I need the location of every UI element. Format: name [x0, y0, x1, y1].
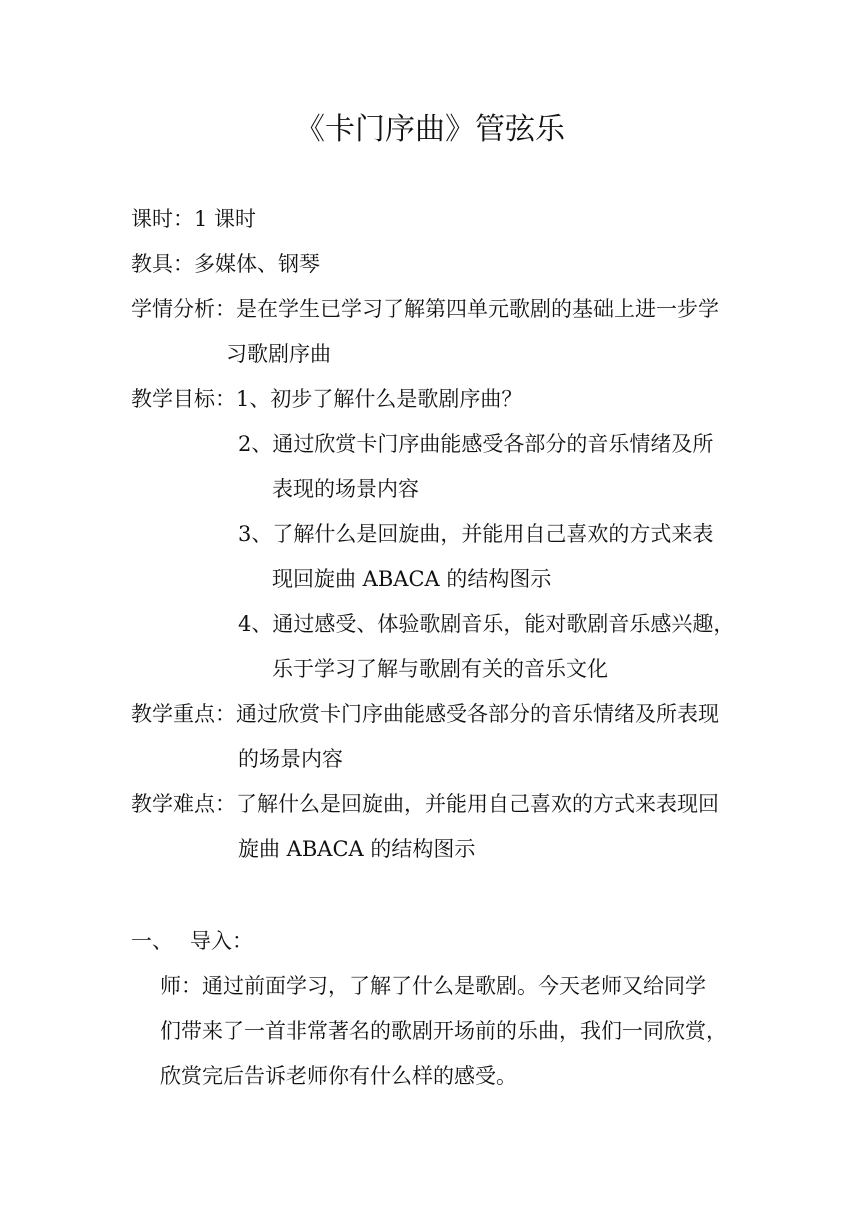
key-points: 教学重点：通过欣赏卡门序曲能感受各部分的音乐情绪及所表现	[131, 702, 719, 726]
teaching-goal-3-cont: 现回旋曲 ABACA 的结构图示	[272, 567, 552, 591]
teaching-goal-3: 3、了解什么是回旋曲，并能用自己喜欢的方式来表	[238, 522, 714, 546]
learner-analysis-cont: 习歌剧序曲	[226, 342, 331, 366]
section-number: 一、	[131, 929, 173, 953]
difficult-points: 教学难点：了解什么是回旋曲，并能用自己喜欢的方式来表现回	[131, 792, 719, 816]
difficult-points-cont: 旋曲 ABACA 的结构图示	[238, 837, 476, 861]
learner-analysis: 学情分析：是在学生已学习了解第四单元歌剧的基础上进一步学	[131, 297, 719, 321]
paragraph-line-1: 师：通过前面学习，了解了什么是歌剧。今天老师又给同学	[160, 974, 706, 998]
teaching-aids: 教具：多媒体、钢琴	[131, 252, 320, 276]
teaching-goal-1: 教学目标：1、初步了解什么是歌剧序曲？	[131, 387, 523, 411]
teaching-goal-2: 2、通过欣赏卡门序曲能感受各部分的音乐情绪及所	[238, 432, 714, 456]
paragraph-line-3: 欣赏完后告诉老师你有什么样的感受。	[160, 1064, 517, 1088]
teaching-goal-4-cont: 乐于学习了解与歌剧有关的音乐文化	[272, 657, 608, 681]
key-points-cont: 的场景内容	[238, 747, 343, 771]
teaching-goal-4: 4、通过感受、体验歌剧音乐，能对歌剧音乐感兴趣，	[238, 612, 735, 636]
section-heading: 导入：	[190, 929, 253, 953]
teaching-goal-2-cont: 表现的场景内容	[272, 477, 419, 501]
class-hours: 课时：1 课时	[131, 207, 257, 231]
page-title: 《卡门序曲》管弦乐	[295, 112, 565, 147]
paragraph-line-2: 们带来了一首非常著名的歌剧开场前的乐曲，我们一同欣赏，	[160, 1019, 727, 1043]
